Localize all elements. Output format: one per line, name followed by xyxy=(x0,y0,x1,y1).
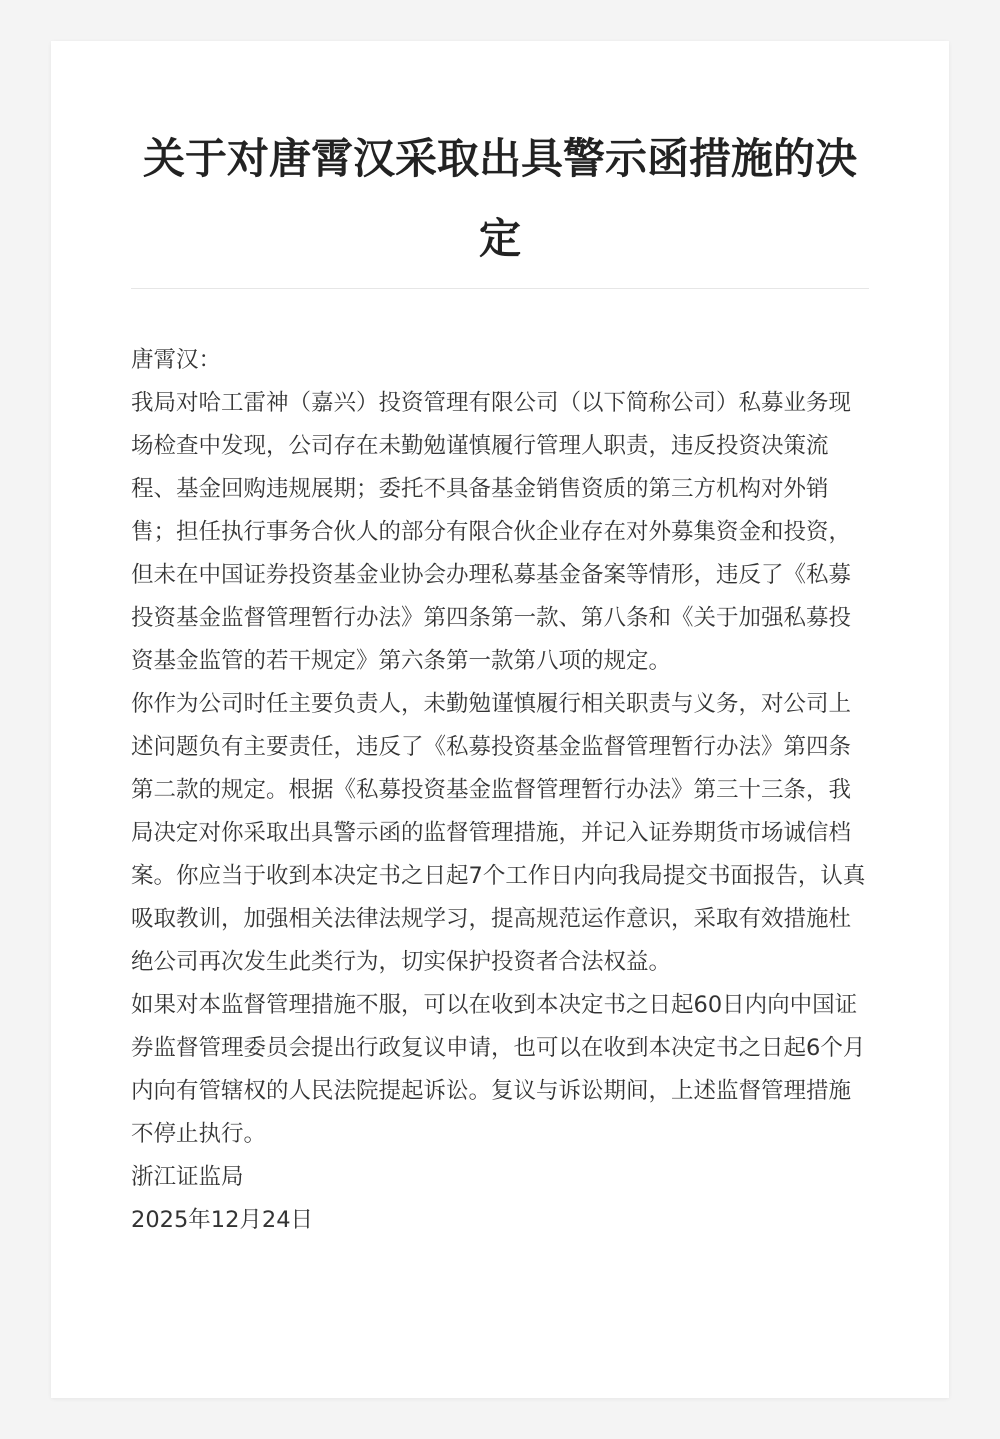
document-card xyxy=(51,41,949,1398)
paragraph-decision: 你作为公司时任主要负责人，未勤勉谨慎履行相关职责与义务，对公司上述问题负有主要责任，违反了《私募投资基金监督管理暂行办法》第四条第二款的规定。根据《私募投资基金监督管理暂行办法》第三十三条，我局决定对你采取出具警示函的监督管理措施，并记入证券期货市场诚信档案。你应当于收到本决定书之日起7个工作日内向我局提交书面报告，认真吸取教训，加强相关法律法规学习，提高规范运作意识，采取有效措施杜绝公司再次发生此类行为，切实保护投资者合法权益。 xyxy=(131,691,866,975)
document-title: 关于对唐霄汉采取出具警示函措施的决定 xyxy=(142,134,857,263)
title-divider xyxy=(131,288,869,289)
document-body xyxy=(131,339,871,1242)
salutation: 唐霄汉： xyxy=(131,347,222,373)
paragraph-findings: 我局对哈工雷神（嘉兴）投资管理有限公司（以下简称公司）私募业务现场检查中发现，公司存在未勤勉谨慎履行管理人职责，违反投资决策流程、基金回购违规展期；委托不具备基金销售资质的第三方机构对外销售；担任执行事务合伙人的部分有限合伙企业存在对外募集资金和投资，但未在中国证券投资基金业协会办理私募基金备案等情形，违反了《私募投资基金监督管理暂行办法》第四条第一款、第八条和《关于加强私募投资基金监管的若干规定》第六条第一款第八项的规定。 xyxy=(131,390,852,674)
issuer: 浙江证监局 xyxy=(131,1164,244,1190)
issue-date: 2025年12月24日 xyxy=(131,1207,314,1233)
paragraph-appeal: 如果对本监督管理措施不服，可以在收到本决定书之日起60日内向中国证券监督管理委员会提出行政复议申请，也可以在收到本决定书之日起6个月内向有管辖权的人民法院提起诉讼。复议与诉讼期间，上述监督管理措施不停止执行。 xyxy=(131,992,866,1147)
